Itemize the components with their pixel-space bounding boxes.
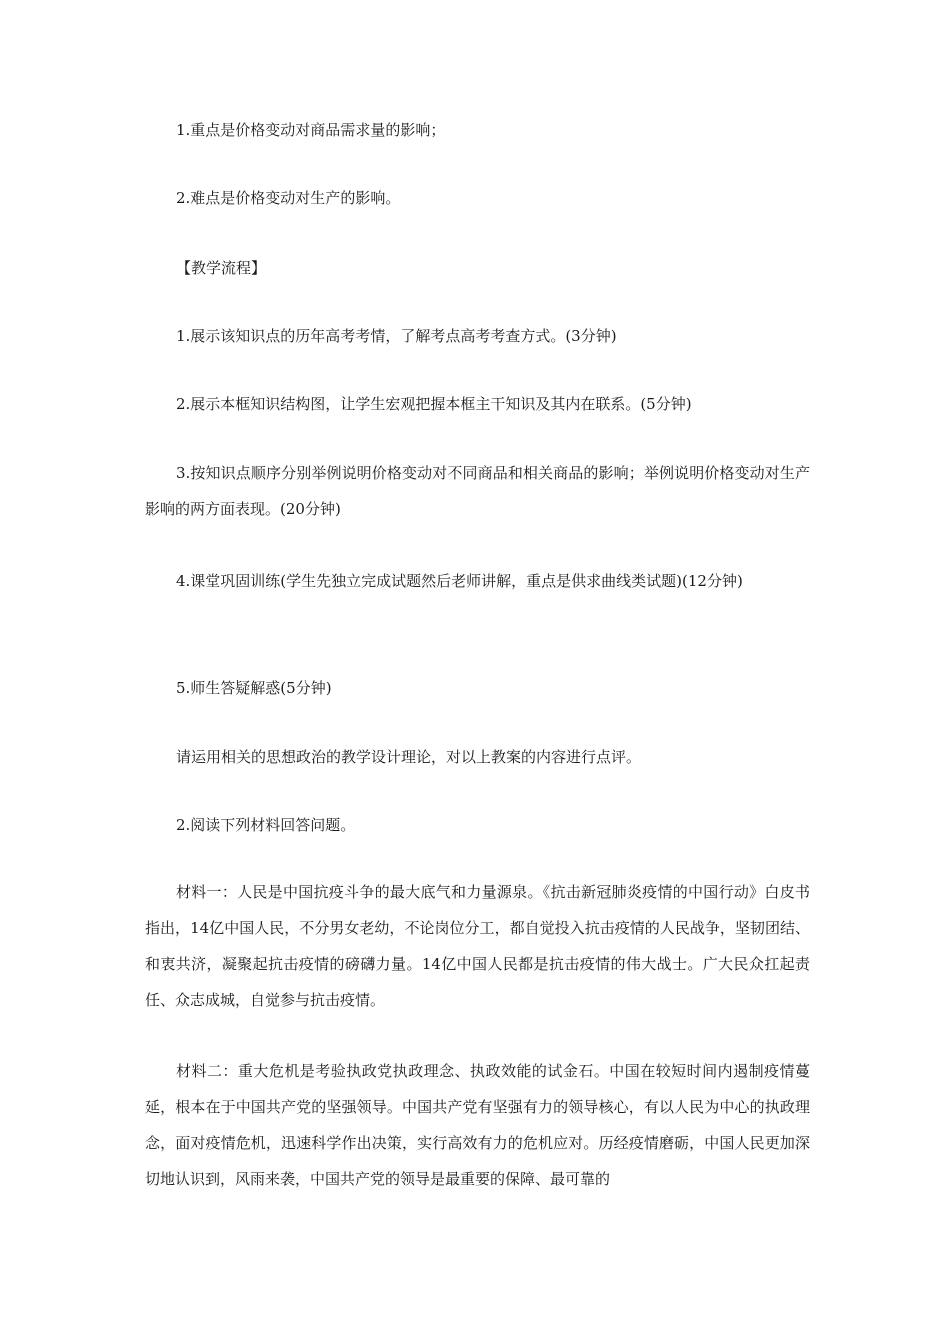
question-2-heading: 2.阅读下列材料回答问题。 [176,816,356,834]
flow-step-4: 4.课堂巩固训练(学生先独立完成试题然后老师讲解，重点是供求曲线类试题)(12分钟) [176,572,743,590]
material-1-paragraph: 材料一：人民是中国抗疫斗争的最大底气和力量源泉。《抗击新冠肺炎疫情的中国行动》白皮书指出，14亿中国人民，不分男女老幼，不论岗位分工，都自觉投入抗击疫情的人民战争，坚韧团结、和衷共济，凝聚起抗击疫情的磅礴力量。14亿中国人民都是抗击疫情的伟大战士。广大民众扛起责任、众志成城，自觉参与抗击疫情。 [145,883,810,1009]
key-point-paragraph: 1.重点是价格变动对商品需求量的影响； [176,121,446,139]
section-heading: 【教学流程】 [176,259,267,277]
flow-step-3: 3.按知识点顺序分别举例说明价格变动对不同商品和相关商品的影响；举例说明价格变动对生产影响的两方面表现。(20分钟) [145,464,810,518]
flow-step-1: 1.展示该知识点的历年高考考情，了解考点高考考查方式。(3分钟) [176,327,617,345]
question-prompt: 请运用相关的思想政治的教学设计理论，对以上教案的内容进行点评。 [176,748,642,766]
difficult-point-paragraph: 2.难点是价格变动对生产的影响。 [176,189,401,207]
flow-step-5: 5.师生答疑解惑(5分钟) [176,679,332,697]
material-2-paragraph: 材料二：重大危机是考验执政党执政理念、执政效能的试金石。中国在较短时间内遏制疫情蔓延，根本在于中国共产党的坚强领导。中国共产党有坚强有力的领导核心，有以人民为中心的执政理念，面对疫情危机，迅速科学作出决策，实行高效有力的危机应对。历经疫情磨砺，中国人民更加深切地认识到，风雨来袭，中国共产党的领导是最重要的保障、最可靠的 [145,1062,810,1188]
flow-step-2: 2.展示本框知识结构图，让学生宏观把握本框主干知识及其内在联系。(5分钟) [176,395,692,413]
